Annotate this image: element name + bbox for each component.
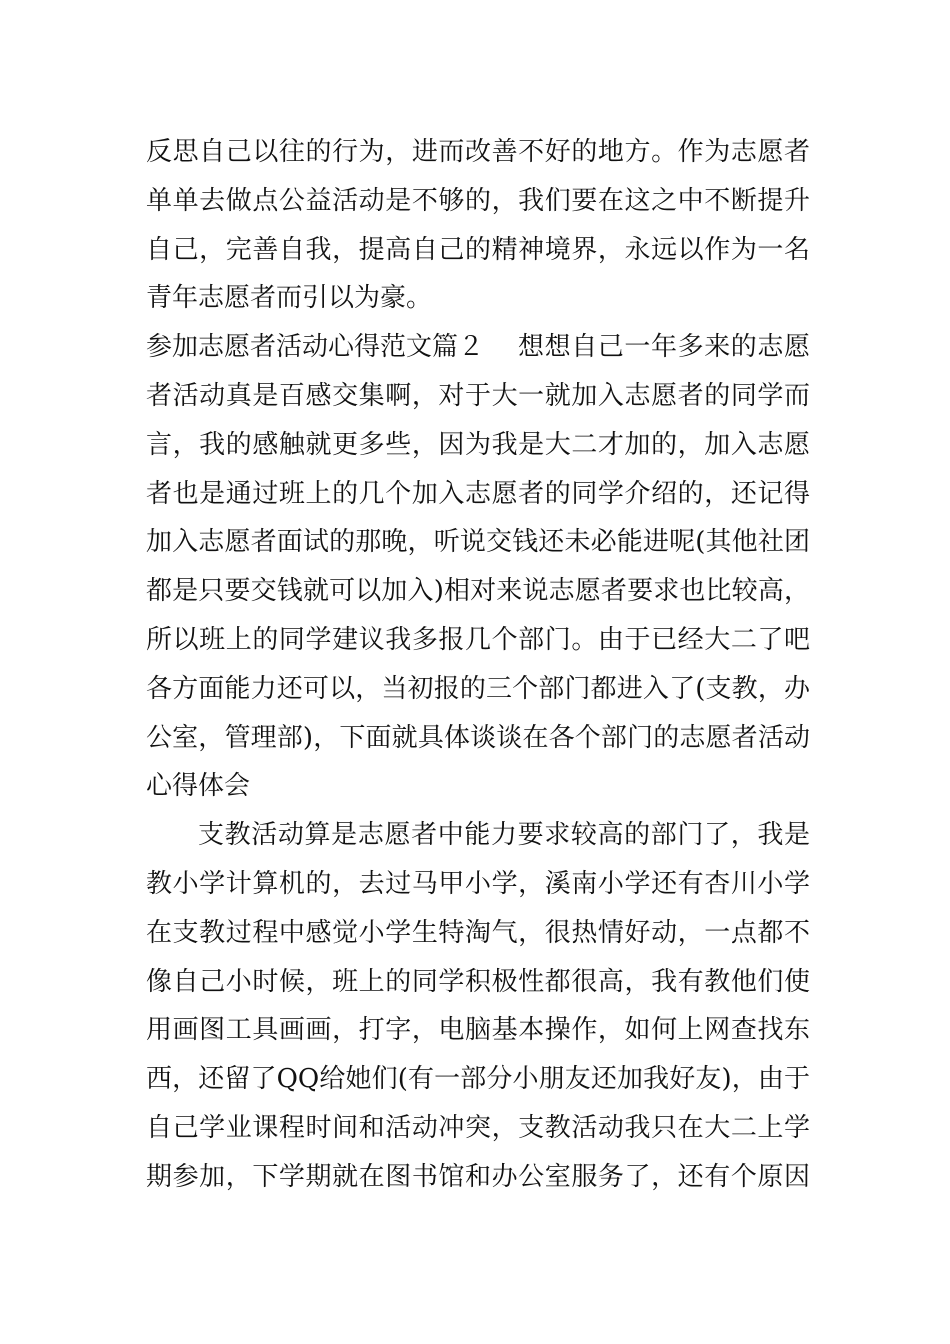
paragraph-line: 教小学计算机的，去过马甲小学，溪南小学还有杏川小学 [146,868,810,899]
paragraph-line: 支教活动算是志愿者中能力要求较高的部门了，我是 [198,820,810,851]
section-heading-line [146,323,810,372]
paragraph-line: 反思自己以往的行为，进而改善不好的地方。作为志愿者 [146,137,810,167]
paragraph-line-start: 想想自己一年多来的志愿 [518,332,810,363]
paragraph-1 [146,128,810,323]
paragraph-line: 自己学业课程时间和活动冲突，支教活动我只在大二上学 [146,1112,810,1143]
paragraph-3 [146,811,810,1201]
paragraph-line: 者活动真是百感交集啊，对于大一就加入志愿者的同学而 [146,380,810,411]
paragraph-line: 心得体会 [146,771,251,802]
paragraph-line: 自己，完善自我，提高自己的精神境界，永远以作为一名 [146,234,810,265]
section-heading: 参加志愿者活动心得范文篇２ [146,332,485,363]
document-body [146,128,810,1202]
paragraph-line: 所以班上的同学建议我多报几个部门。由于已经大二了吧 [146,624,810,655]
paragraph-line: 言，我的感触就更多些，因为我是大二才加的，加入志愿 [146,429,810,460]
paragraph-line: 加入志愿者面试的那晚，听说交钱还未必能进呢(其他社团 [146,527,810,558]
paragraph-line: 公室，管理部)，下面就具体谈谈在各个部门的志愿者活动 [146,722,810,753]
paragraph-line: 用画图工具画画，打字，电脑基本操作，如何上网查找东 [146,1015,810,1046]
paragraph-line: 各方面能力还可以，当初报的三个部门都进入了(支教，办 [146,673,810,704]
paragraph-line: 单单去做点公益活动是不够的，我们要在这之中不断提升 [146,185,810,216]
paragraph-line: 期参加，下学期就在图书馆和办公室服务了，还有个原因 [146,1161,810,1192]
paragraph-line: 像自己小时候，班上的同学积极性都很高，我有教他们使 [146,966,810,997]
section-2 [146,323,810,811]
paragraph-line: 西，还留了QQ给她们(有一部分小朋友还加我好友)，由于 [146,1064,810,1095]
paragraph-line: 者也是通过班上的几个加入志愿者的同学介绍的，还记得 [146,478,810,509]
paragraph-line: 青年志愿者而引以为豪。 [146,283,433,314]
paragraph-line: 在支教过程中感觉小学生特淘气，很热情好动，一点都不 [146,917,810,948]
paragraph-line: 都是只要交钱就可以加入)相对来说志愿者要求也比较高， [146,576,810,607]
